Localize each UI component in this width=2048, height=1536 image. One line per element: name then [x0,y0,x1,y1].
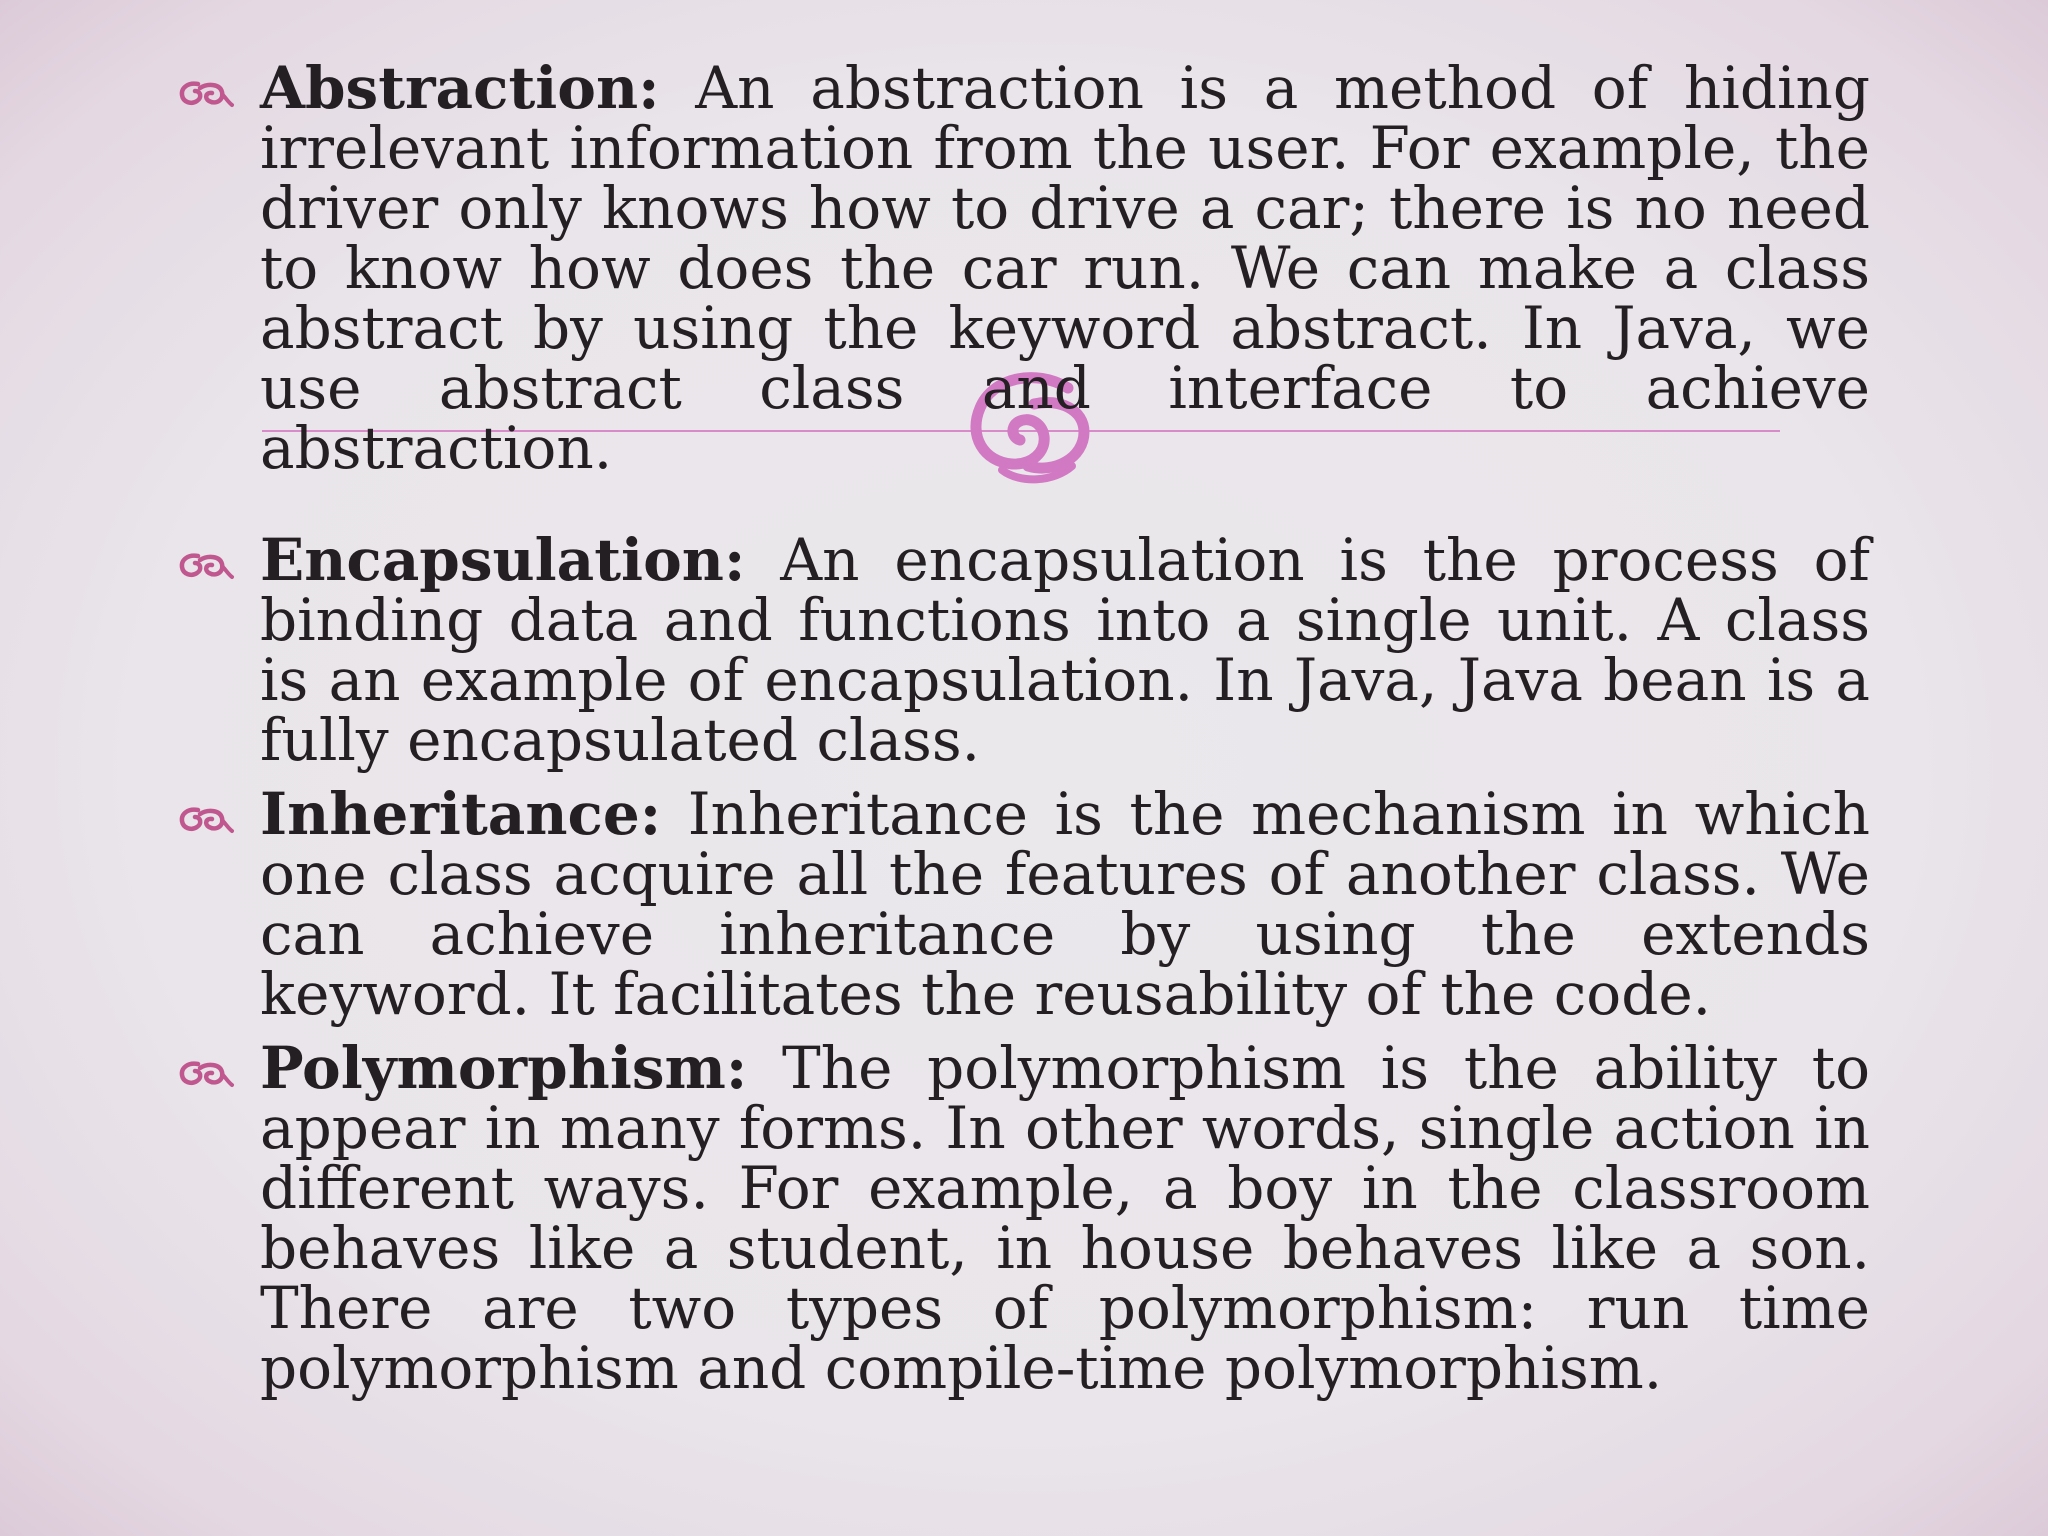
swirl-bullet-icon [178,550,236,580]
bullet-text [260,1034,1870,1402]
swirl-bullet-icon [178,78,236,108]
bullet-term: Abstraction: [260,54,660,122]
bullet-description: Inheritance is the mechanism in which one class acquire all the features of another class. We can achieve inheritance by using the extends keyword. It facilitates the reusability of the code. [260,780,1870,1028]
bullet-inheritance [0,780,1870,1028]
bullet-abstraction [0,54,1870,482]
bullet-term: Polymorphism: [260,1034,748,1102]
bullet-description: An encapsulation is the process of binding data and functions into a single unit. A class is an example of encapsulation. In Java, Java bean is a fully encapsulated class. [260,526,1870,774]
bullet-text [260,54,1870,482]
bullet-polymorphism [0,1034,1870,1402]
bullet-list [0,54,2048,1402]
swirl-bullet-icon [178,804,236,834]
bullet-term: Inheritance: [260,780,662,848]
bullet-description: An abstraction is a method of hiding irrelevant information from the user. For example, the driver only knows how to drive a car; there is no need to know how does the car run. We can make a class abstract by using the keyword abstract. In Java, we use abstract class and interface to achieve abstraction. [260,54,1870,482]
bullet-description: The polymorphism is the ability to appear in many forms. In other words, single action in different ways. For example, a boy in the classroom behaves like a student, in house behaves like a son. There are two types of polymorphism: run time polymorphism and compile-time polymorphism. [260,1034,1870,1402]
bullet-term: Encapsulation: [260,526,746,594]
bullet-encapsulation [0,526,1870,774]
swirl-bullet-icon [178,1058,236,1088]
bullet-text [260,780,1870,1028]
bullet-text [260,526,1870,774]
